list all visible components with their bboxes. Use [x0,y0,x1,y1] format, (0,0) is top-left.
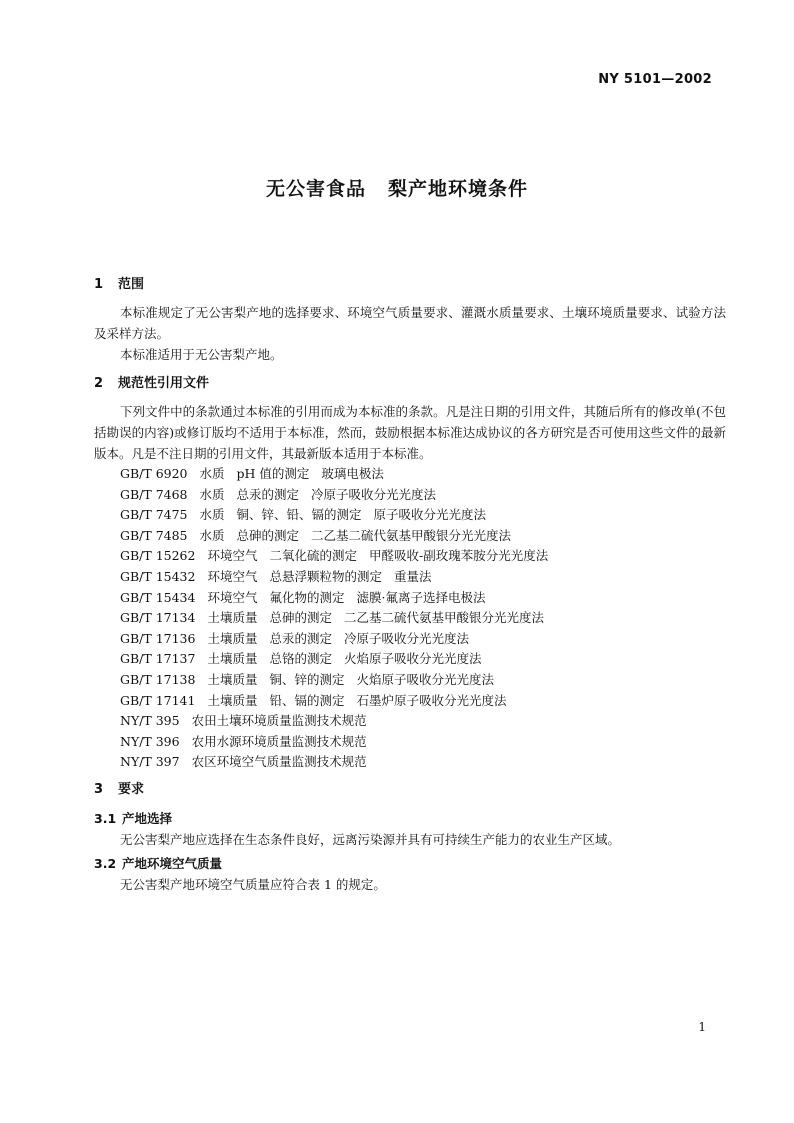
reference-title-part: 水质 [199,486,225,502]
paragraph: 无公害梨产地应选择在生态条件良好，远离污染源并具有可持续生产能力的农业生产区域。 [120,831,621,847]
subsection-number: 3.1 [94,810,117,826]
reference-title-part: 土壤质量 [207,671,258,687]
reference-title-part: 农用水源环境质量监测技术规范 [191,733,367,749]
reference-item [94,629,726,650]
section-number: 1 [94,277,104,292]
reference-title-part: 环境空气 [207,568,258,584]
reference-title-part: 火焰原子吸收分光光度法 [356,671,495,687]
reference-code: GB/T 7468 [120,486,188,502]
reference-code: GB/T 6920 [120,466,188,481]
reference-code: GB/T 15434 [120,589,196,605]
reference-title-part: 总砷的测定 [269,610,332,626]
reference-title-part: 环境空气 [207,548,258,564]
reference-item [94,649,726,670]
section-2-heading [94,373,726,395]
reference-title-part: pH 值的测定 [236,466,310,481]
reference-code: GB/T 17138 [120,671,196,687]
reference-title-part: 氟化物的测定 [269,589,345,605]
reference-item [94,567,726,588]
reference-title-part: 滤膜·氟离子选择电极法 [356,589,486,605]
reference-item [94,464,726,485]
section-title: 规范性引用文件 [118,376,210,391]
paragraph: 无公害梨产地环境空气质量应符合表 1 的规定。 [120,876,386,892]
section-3-heading [94,779,726,801]
reference-code: NY/T 395 [120,713,180,729]
reference-title-part: 土壤质量 [207,630,258,646]
reference-item [94,588,726,609]
reference-list [94,464,726,773]
document-body [94,274,726,895]
subsection-number: 3.2 [94,855,117,871]
subsection-title: 产地选择 [122,810,173,826]
subsection-3-2-heading [94,854,726,874]
reference-code: NY/T 396 [120,733,180,749]
reference-title-part: 铜、锌的测定 [269,671,345,687]
reference-code: GB/T 15432 [120,568,196,584]
subsection-title: 产地环境空气质量 [122,855,223,871]
reference-title-part: 土壤质量 [207,692,258,708]
reference-item [94,505,726,526]
reference-title-part: 农区环境空气质量监测技术规范 [191,754,367,770]
paragraph: 本标准适用于无公害梨产地。 [120,347,283,362]
reference-code: GB/T 7475 [120,507,188,523]
reference-title-part: 总悬浮颗粒物的测定 [269,568,382,584]
title-part-2: 梨产地环境条件 [388,178,529,200]
reference-title-part: 二氧化硫的测定 [269,548,357,564]
reference-item [94,546,726,567]
reference-title-part: 总汞的测定 [269,630,332,646]
reference-title-part: 重量法 [394,568,432,584]
section-1-heading [94,274,726,296]
reference-title-part: 总铬的测定 [269,651,332,667]
document-title [0,174,794,201]
reference-item [94,691,726,712]
reference-title-part: 土壤质量 [207,610,258,626]
reference-title-part: 水质 [199,527,225,543]
reference-title-part: 总砷的测定 [236,527,300,543]
reference-item [94,670,726,691]
reference-code: GB/T 17134 [120,610,196,626]
reference-title-part: 原子吸收分光光度法 [373,507,487,523]
section-number: 2 [94,376,104,391]
reference-item [94,526,726,547]
reference-item [94,608,726,629]
reference-code: GB/T 17137 [120,651,196,667]
title-part-1: 无公害食品 [265,178,366,200]
reference-code: GB/T 15262 [120,548,196,564]
reference-title-part: 石墨炉原子吸收分光光度法 [356,692,507,708]
reference-title-part: 水质 [199,466,225,481]
section-number: 3 [94,781,104,797]
page-number: 1 [698,1020,706,1034]
reference-item [94,732,726,753]
reference-title-part: 铅、镉的测定 [269,692,345,708]
reference-item [94,752,726,773]
reference-title-part: 玻璃电极法 [321,466,384,481]
reference-title-part: 土壤质量 [207,651,258,667]
section-title: 范围 [118,277,145,292]
reference-title-part: 甲醛吸收-副玫瑰苯胺分光光度法 [369,548,549,564]
reference-title-part: 二乙基二硫代氨基甲酸银分光光度法 [311,527,512,543]
section-title: 要求 [118,781,145,797]
subsection-3-1-heading [94,809,726,829]
reference-title-part: 水质 [199,507,225,523]
reference-code: NY/T 397 [120,754,180,770]
reference-title-part: 环境空气 [207,589,258,605]
standard-number: NY 5101—2002 [598,72,712,87]
paragraph: 下列文件中的条款通过本标准的引用而成为本标准的条款。凡是注日期的引用文件，其随后所有的修改单(不包括勘误的内容)或修订版均不适用于本标准，然而，鼓励根据本标准达成协议的各方研究是否可使用这些文件的最新版本。凡是不注日期的引用文件，其最新版本适用于本标准。 [94,404,726,461]
reference-item [94,485,726,506]
reference-title-part: 冷原子吸收分光光度法 [344,630,470,646]
reference-title-part: 铜、锌、铅、镉的测定 [236,507,362,523]
reference-title-part: 总汞的测定 [236,486,300,502]
reference-code: GB/T 7485 [120,527,188,543]
reference-title-part: 火焰原子吸收分光光度法 [344,651,482,667]
reference-title-part: 冷原子吸收分光光度法 [311,486,437,502]
reference-title-part: 二乙基二硫代氨基甲酸银分光光度法 [344,610,545,626]
reference-code: GB/T 17136 [120,630,196,646]
paragraph: 本标准规定了无公害梨产地的选择要求、环境空气质量要求、灌溉水质量要求、土壤环境质量要求、试验方法及采样方法。 [94,305,726,341]
reference-item [94,711,726,732]
reference-code: GB/T 17141 [120,692,196,708]
reference-title-part: 农田土壤环境质量监测技术规范 [191,713,367,729]
